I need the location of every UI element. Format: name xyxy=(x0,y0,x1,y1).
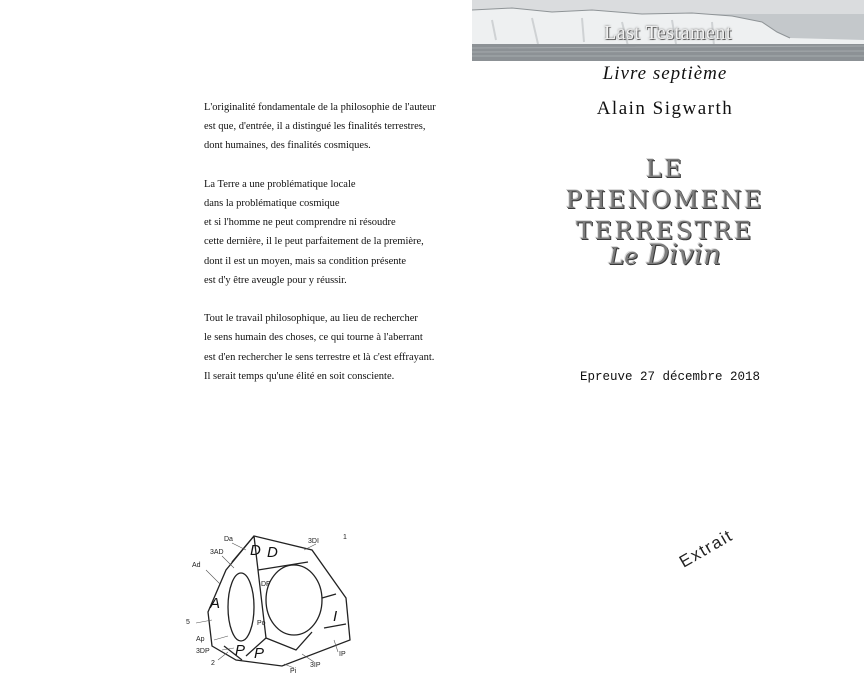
title-line-1: LE PHENOMENE xyxy=(565,155,765,214)
label-3dp: 3DP xyxy=(196,648,210,655)
text-line: La Terre a une problématique locale xyxy=(204,178,356,190)
label-3di: 3DI xyxy=(308,538,319,545)
subtitle-article: Le xyxy=(608,244,638,270)
letter-p2: P xyxy=(254,645,265,662)
banner-title: Last Testament xyxy=(604,22,732,44)
text-line: est d'en rechercher le sens terrestre et là c'est effrayant. xyxy=(204,351,435,363)
ellipse-center xyxy=(266,565,322,635)
letter-p1: P xyxy=(235,642,246,659)
letter-a: A xyxy=(210,595,221,612)
text-line: dans la problématique cosmique xyxy=(204,198,340,209)
divider xyxy=(322,594,336,598)
label-da: Da xyxy=(224,536,233,543)
label-pi: Pi xyxy=(290,668,297,674)
author-name: Alain Sigwarth xyxy=(596,98,734,119)
label-2: 2 xyxy=(211,660,215,667)
philosophy-diagram xyxy=(184,528,364,674)
text-line: Tout le travail philosophique, au lieu de rechercher xyxy=(204,313,418,325)
text-line: est d'y être aveugle pour y réussir. xyxy=(204,274,347,286)
text-line: cette dernière, il le peut parfaitement de la première, xyxy=(204,236,424,248)
text-line: est que, d'entrée, il a distingué les finalités terrestres, xyxy=(204,121,426,133)
intro-text xyxy=(204,98,474,405)
label-3ip: 3IP xyxy=(310,662,321,669)
label-ad: Ad xyxy=(192,562,201,569)
book-subtitle xyxy=(560,238,770,271)
series-label: Livre septième xyxy=(602,63,728,84)
paragraph-3 xyxy=(204,309,474,386)
text-line: le sens humain des choses, ce qui tourne à l'aberrant xyxy=(204,332,423,344)
label-1: 1 xyxy=(343,534,347,541)
letter-d2: D xyxy=(267,544,278,561)
text-line: dont il est un moyen, mais sa condition présente xyxy=(204,255,407,267)
ellipse-left xyxy=(228,573,254,641)
extract-stamp: Extrait xyxy=(676,525,737,572)
proof-date: Epreuve 27 décembre 2018 xyxy=(580,370,761,384)
paragraph-1 xyxy=(204,98,474,156)
label-po: Po xyxy=(257,620,266,627)
banner-image xyxy=(472,0,864,61)
paragraph-2 xyxy=(204,175,474,290)
letter-i: I xyxy=(333,608,338,625)
label-df: DF xyxy=(261,581,271,588)
letter-d1: D xyxy=(250,542,261,559)
text-line: L'originalité fondamentale de la philosophie de l'auteur xyxy=(204,102,436,113)
label-ap: Ap xyxy=(196,636,205,643)
text-line: dont humaines, des finalités cosmiques. xyxy=(204,140,371,152)
book-title xyxy=(560,154,770,247)
text-line: et si l'homme ne peut comprendre ni résoudre xyxy=(204,217,396,229)
label-5: 5 xyxy=(186,619,190,626)
label-ip: IP xyxy=(339,651,346,658)
subtitle-word: Divin xyxy=(646,238,721,271)
text-line: Il serait temps qu'une élité en soit consciente. xyxy=(204,370,395,382)
title-line-2: TERRESTRE xyxy=(576,217,754,245)
outer-polygon xyxy=(208,536,350,666)
label-3ad: 3AD xyxy=(210,549,224,556)
